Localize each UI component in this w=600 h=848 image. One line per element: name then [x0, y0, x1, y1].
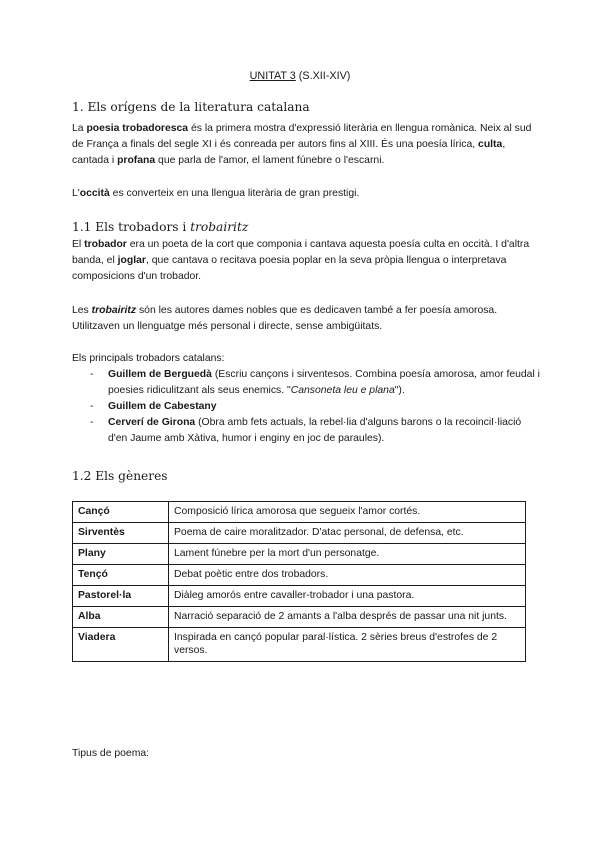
table-row: [73, 586, 526, 607]
genre-description-cell: Narració separació de 2 amants a l'alba després de passar una nit junts.: [169, 607, 526, 628]
bold-italic-term: trobairitz: [91, 305, 137, 316]
text: es converteix en una llengua literària de gran prestigi.: [109, 188, 360, 199]
genre-name-cell: Viadera: [73, 628, 169, 662]
section-1-paragraph-1: [72, 121, 532, 169]
genres-table: [72, 501, 526, 662]
section-1-heading: 1. Els orígens de la literatura catalana: [72, 100, 310, 114]
text: que parla de l'amor, el lament fúnebre o l'escarni.: [155, 155, 385, 166]
list-item: [72, 399, 542, 415]
section-1-1-paragraph-1: [72, 237, 532, 285]
list-intro: Els principals trobadors catalans:: [72, 353, 225, 364]
table-row: [73, 607, 526, 628]
trobador-name: Cerverí de Girona: [108, 417, 196, 428]
genre-name-cell: Cançó: [73, 502, 169, 523]
genre-description-cell: Poema de caire moralitzador. D'atac personal, de defensa, etc.: [169, 523, 526, 544]
text: era un poeta de la cort que componia i cantava aquesta poesía culta en occità. I d'altra banda, el: [72, 239, 530, 266]
table-row: [73, 565, 526, 586]
genres-table-body: [73, 502, 526, 662]
text: , cantada i: [72, 139, 506, 166]
trobador-name: Guillem de Cabestany: [108, 401, 217, 412]
genre-description-cell: Diàleg amorós entre cavaller-trobador i una pastora.: [169, 586, 526, 607]
item-italic: Cansoneta leu e plana: [290, 385, 395, 396]
item-text: (Escriu cançons i sirventesos. Combina poesía amorosa, amor feudal i poesies ridiculitzant als seus enemics. ": [108, 369, 540, 396]
bold-term: profana: [117, 155, 156, 166]
genre-description-cell: Inspirada en cançó popular paral·lística. 2 sèries breus d'estrofes de 2 versos.: [169, 628, 526, 662]
heading-text: 1.1 Els trobadors i: [72, 220, 191, 234]
bold-term: joglar: [117, 255, 146, 266]
text: L': [72, 188, 80, 199]
table-row: [73, 544, 526, 565]
genre-name-cell: Sirventès: [73, 523, 169, 544]
list-item: [72, 415, 542, 447]
table-row: [73, 628, 526, 662]
heading-italic: trobairitz: [190, 220, 249, 234]
footer-text: Tipus de poema:: [72, 748, 150, 759]
title-underlined: UNITAT 3: [249, 70, 296, 82]
section-1-paragraph-2: [72, 186, 532, 202]
table-row: [73, 502, 526, 523]
item-text-end: ").: [394, 385, 405, 396]
genre-name-cell: Pastorel·la: [73, 586, 169, 607]
text: són les autores dames nobles que es dedicaven també a fer poesía amorosa. Utilitzaven un llenguatge més personal i directe, sense ambigüitats.: [72, 305, 498, 332]
bold-term: culta: [478, 139, 503, 150]
genre-name-cell: Plany: [73, 544, 169, 565]
list-item: [72, 367, 542, 399]
section-1-1-heading: [72, 220, 248, 234]
dash-bullet-icon: -: [90, 417, 94, 428]
dash-bullet-icon: -: [90, 401, 94, 412]
bold-term: occità: [79, 188, 110, 199]
table-row: [73, 523, 526, 544]
trobadors-list: [72, 367, 542, 447]
text: és la primera mostra d'expressió literària en llengua romànica. Neix al sud de França a finals del segle XI i és conreada per autors fins al XIII. És una poesía lírica,: [72, 123, 532, 150]
page-title: [0, 70, 600, 82]
section-1-2-heading: 1.2 Els gèneres: [72, 469, 168, 483]
trobador-name: Guillem de Berguedà: [108, 369, 212, 380]
genre-description-cell: Lament fúnebre per la mort d'un personatge.: [169, 544, 526, 565]
text: Les: [72, 305, 92, 316]
text: , que cantava o recitava poesia poplar en la seva pròpia llengua o interpretava composicions d'un trobador.: [72, 255, 507, 282]
text: La: [72, 123, 87, 134]
bold-term: poesia trobadoresca: [86, 123, 189, 134]
title-rest: (S.XII-XIV): [295, 70, 351, 82]
genre-description-cell: Composició lírica amorosa que segueix l'amor cortés.: [169, 502, 526, 523]
section-1-1-paragraph-2: [72, 303, 532, 335]
genre-description-cell: Debat poètic entre dos trobadors.: [169, 565, 526, 586]
text: El: [72, 239, 85, 250]
genre-name-cell: Alba: [73, 607, 169, 628]
bold-term: trobador: [84, 239, 127, 250]
dash-bullet-icon: -: [90, 369, 94, 380]
genre-name-cell: Tençó: [73, 565, 169, 586]
item-text: (Obra amb fets actuals, la rebel·lia d'alguns barons o la recoinciI·liació d'en Jaume amb Xàtiva, humor i enginy en joc de paraules).: [108, 417, 522, 444]
